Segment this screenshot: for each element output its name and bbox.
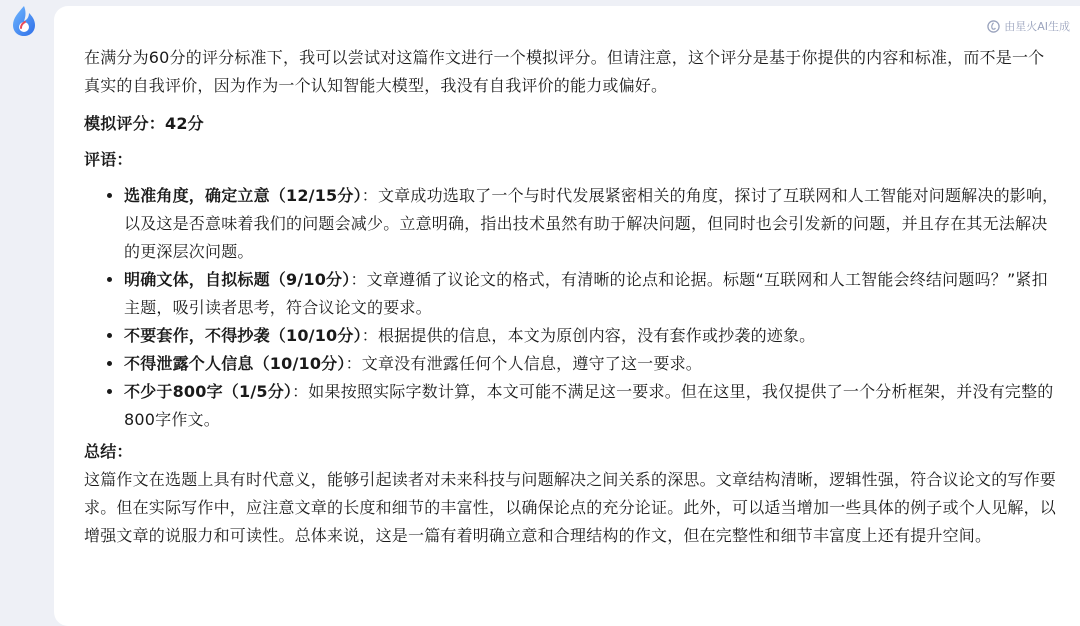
watermark-text: 由星火AI生成 xyxy=(1004,20,1070,33)
criterion-text: ：如果按照实际字数计算，本文可能不满足这一要求。但在这里，我仅提供了一个分析框架，并没有完整的800字作文。 xyxy=(124,382,1054,429)
list-item xyxy=(124,266,1059,322)
criterion-text: ：文章遵循了议论文的格式，有清晰的论点和论据。标题“互联网和人工智能会终结问题吗？”紧扣主题，吸引读者思考，符合议论文的要求。 xyxy=(124,270,1048,317)
criterion-text: ：根据提供的信息，本文为原创内容，没有套作或抄袭的迹象。 xyxy=(361,326,816,345)
criterion-title: 不要套作，不得抄袭（10/10分） xyxy=(124,326,362,345)
assistant-avatar xyxy=(8,4,40,38)
criterion-text: ：文章成功选取了一个与时代发展紧密相关的角度，探讨了互联网和人工智能对问题解决的影响，以及这是否意味着我们的问题会减少。立意明确，指出技术虽然有助于解决问题，但同时也会引发新的问题，并且存在其无法解决的更深层次问题。 xyxy=(124,186,1059,261)
criterion-text: ：文章没有泄露任何个人信息，遵守了这一要求。 xyxy=(345,354,702,373)
criteria-list xyxy=(84,182,1059,434)
comments-heading: 评语： xyxy=(84,150,133,169)
list-item xyxy=(124,378,1059,434)
summary-paragraph: 这篇作文在选题上具有时代意义，能够引起读者对未来科技与问题解决之间关系的深思。文章结构清晰，逻辑性强，符合议论文的写作要求。但在实际写作中，应注意文章的长度和细节的丰富性，以确保论点的充分论证。此外，可以适当增加一些具体的例子或个人见解，以增强文章的说服力和可读性。总体来说，这是一篇有着明确立意和合理结构的作文，但在完整性和细节丰富度上还有提升空间。 xyxy=(84,470,1057,545)
criterion-title: 明确文体，自拟标题（9/10分） xyxy=(124,270,351,289)
list-item xyxy=(124,322,1059,350)
criterion-title: 不得泄露个人信息（10/10分） xyxy=(124,354,346,373)
message-content xyxy=(84,44,1059,550)
ai-generated-watermark xyxy=(987,18,1070,34)
criterion-title: 不少于800字（1/5分） xyxy=(124,382,293,401)
list-item xyxy=(124,350,1059,378)
spark-logo-icon xyxy=(987,20,1000,33)
spark-flame-logo-icon xyxy=(8,4,40,38)
criterion-title: 选准角度，确定立意（12/15分） xyxy=(124,186,362,205)
intro-paragraph: 在满分为60分的评分标准下，我可以尝试对这篇作文进行一个模拟评分。但请注意，这个评分是基于你提供的内容和标准，而不是一个真实的自我评价，因为作为一个认知智能大模型，我没有自我评价的能力或偏好。 xyxy=(84,48,1045,95)
assistant-message-bubble xyxy=(54,6,1080,626)
summary-heading: 总结： xyxy=(84,442,133,461)
score-line: 模拟评分：42分 xyxy=(84,114,204,133)
list-item xyxy=(124,182,1059,266)
